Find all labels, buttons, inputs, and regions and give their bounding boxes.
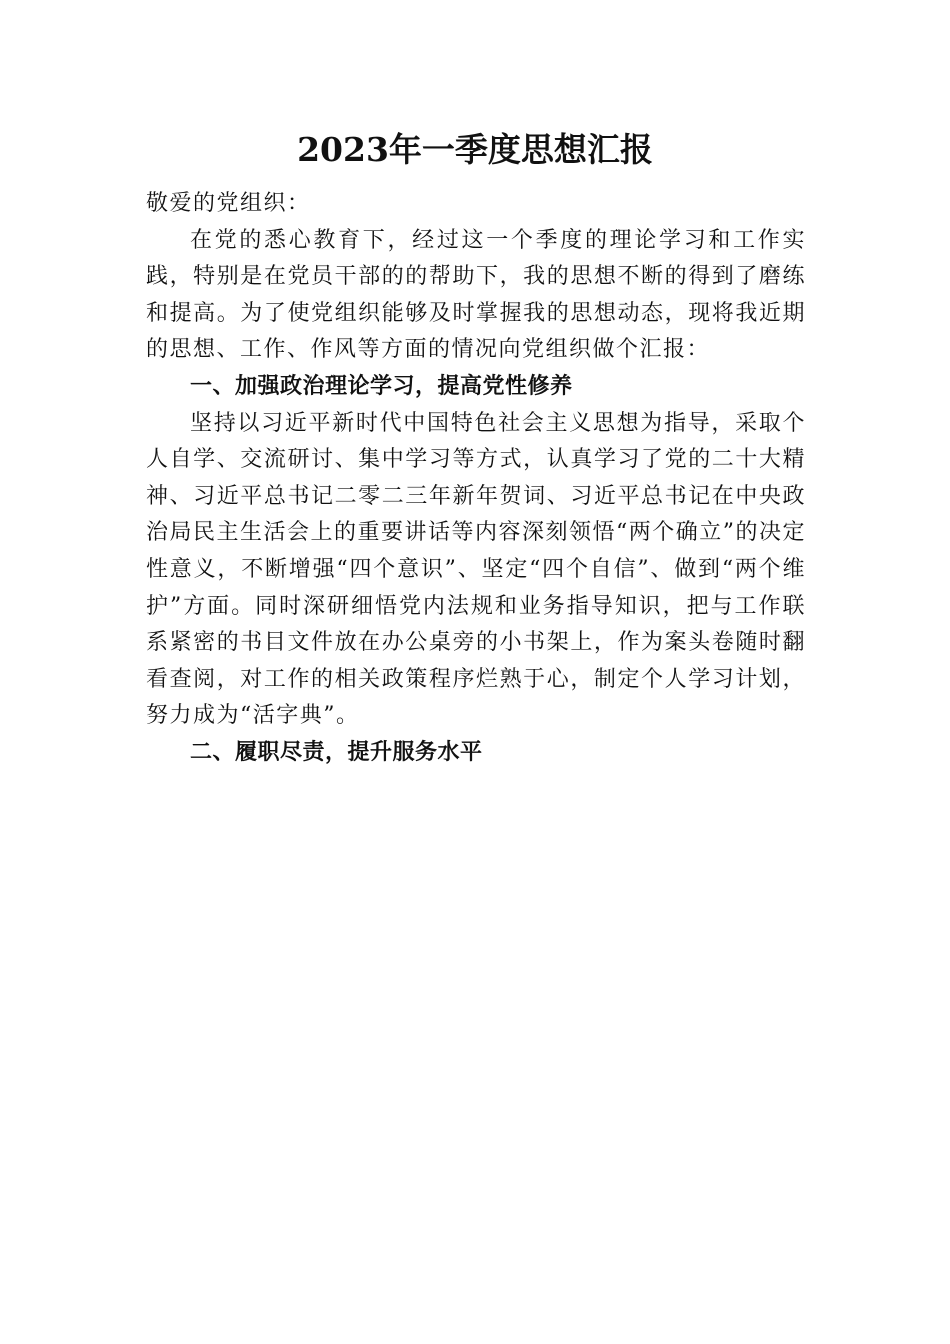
section-1-paragraph: 坚持以习近平新时代中国特色社会主义思想为指导，采取个人自学、交流研讨、集中学习等方式，认真学习了党的二十大精神、习近平总书记二零二三年新年贺词、习近平总书记在中央政治局民主生活会上的重要讲话等内容深刻领悟“两个确立”的决定性意义，不断增强“四个意识”、坚定“四个自信”、做到“两个维护”方面。同时深研细悟党内法规和业务指导知识，把与工作联系紧密的书目文件放在办公桌旁的小书架上，作为案头卷随时翻看查阅，对工作的相关政策程序烂熟于心，制定个人学习计划，努力成为“活字典”。 (146, 410, 806, 729)
salutation: 敬爱的党组织： (146, 191, 311, 216)
section-2-heading: 二、履职尽责，提升服务水平 (190, 739, 483, 765)
section-1-heading: 一、加强政治理论学习，提高党性修养 (190, 373, 573, 399)
document-title: 2023年一季度思想汇报 (297, 130, 653, 169)
intro-paragraph: 在党的悉心教育下，经过这一个季度的理论学习和工作实践，特别是在党员干部的的帮助下，我的思想不断的得到了磨练和提高。为了使党组织能够及时掌握我的思想动态，现将我近期的思想、工作、作风等方面的情况向党组织做个汇报： (146, 227, 806, 363)
document-body (146, 186, 806, 772)
